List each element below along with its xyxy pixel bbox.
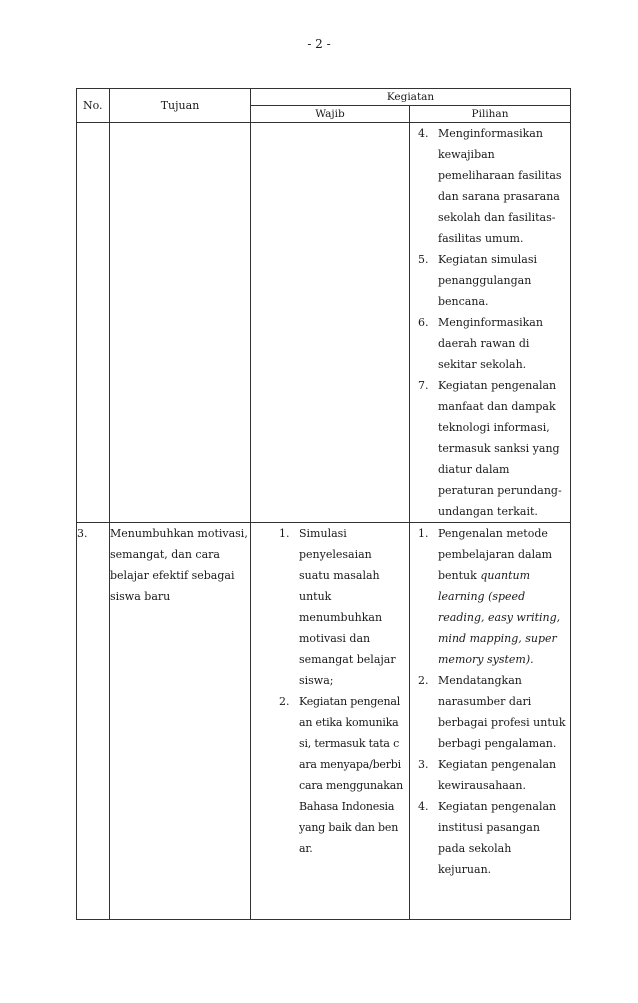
header-no: No.: [77, 89, 110, 123]
list-item: 4. Menginformasikan kewajiban pemeliharaan fasilitas dan sarana prasarana sekolah dan fasilitas-fasilitas umum.: [418, 127, 562, 245]
header-wajib: Wajib: [251, 106, 410, 123]
page-number: - 2 -: [307, 37, 331, 51]
pilihan-list: [418, 523, 566, 880]
list-item: 3. Kegiatan pengenalan kewirausahaan.: [418, 758, 557, 792]
table-header-row: [77, 89, 571, 106]
list-item: 1. Pengenalan metode pembelajaran dalam bentuk quantum learning (speed reading, easy writing, mind mapping, super memory system).: [418, 527, 561, 666]
header-kegiatan: Kegiatan: [251, 89, 571, 106]
cell-wajib: [251, 123, 410, 523]
list-item: 2. Mendatangkan narasumber dari berbagai profesi untuk berbagi pengalaman.: [418, 674, 566, 750]
list-item: 6. Menginformasikan daerah rawan di sekitar sekolah.: [418, 316, 543, 371]
italic-text: quantum learning (speed reading, easy writing, mind mapping, super memory system).: [438, 569, 561, 666]
cell-pilihan: [410, 523, 571, 920]
header-tujuan: Tujuan: [110, 89, 251, 123]
list-item: 7. Kegiatan pengenalan manfaat dan dampak teknologi informasi, termasuk sanksi yang diatur dalam peraturan perundang-undangan terkait.: [418, 379, 562, 518]
cell-no: 3.: [77, 523, 110, 920]
cell-wajib: [251, 523, 410, 920]
cell-tujuan: Menumbuhkan motivasi, semangat, dan cara belajar efektif sebagai siswa baru: [110, 523, 251, 920]
header-pilihan: Pilihan: [410, 106, 571, 123]
pilihan-list: [418, 123, 566, 522]
cell-no: [77, 123, 110, 523]
table-row-continuation: [77, 123, 571, 523]
table-row-3: [77, 523, 571, 920]
list-item: 1. Simulasi penyelesaian suatu masalah untuk menumbuhkan motivasi dan semangat belajar siswa;: [279, 527, 396, 687]
cell-tujuan: [110, 123, 251, 523]
list-item: 2. Kegiatan pengenalan etika komunikasi, termasuk tata cara menyapa/berbicara menggunakan Bahasa Indonesia yang baik dan benar.: [279, 695, 403, 855]
list-item: 4. Kegiatan pengenalan institusi pasangan pada sekolah kejuruan.: [418, 800, 557, 876]
cell-pilihan: [410, 123, 571, 523]
wajib-list: [279, 523, 403, 859]
list-item: 5. Kegiatan simulasi penanggulangan bencana.: [418, 253, 538, 308]
activity-table: [76, 88, 571, 920]
